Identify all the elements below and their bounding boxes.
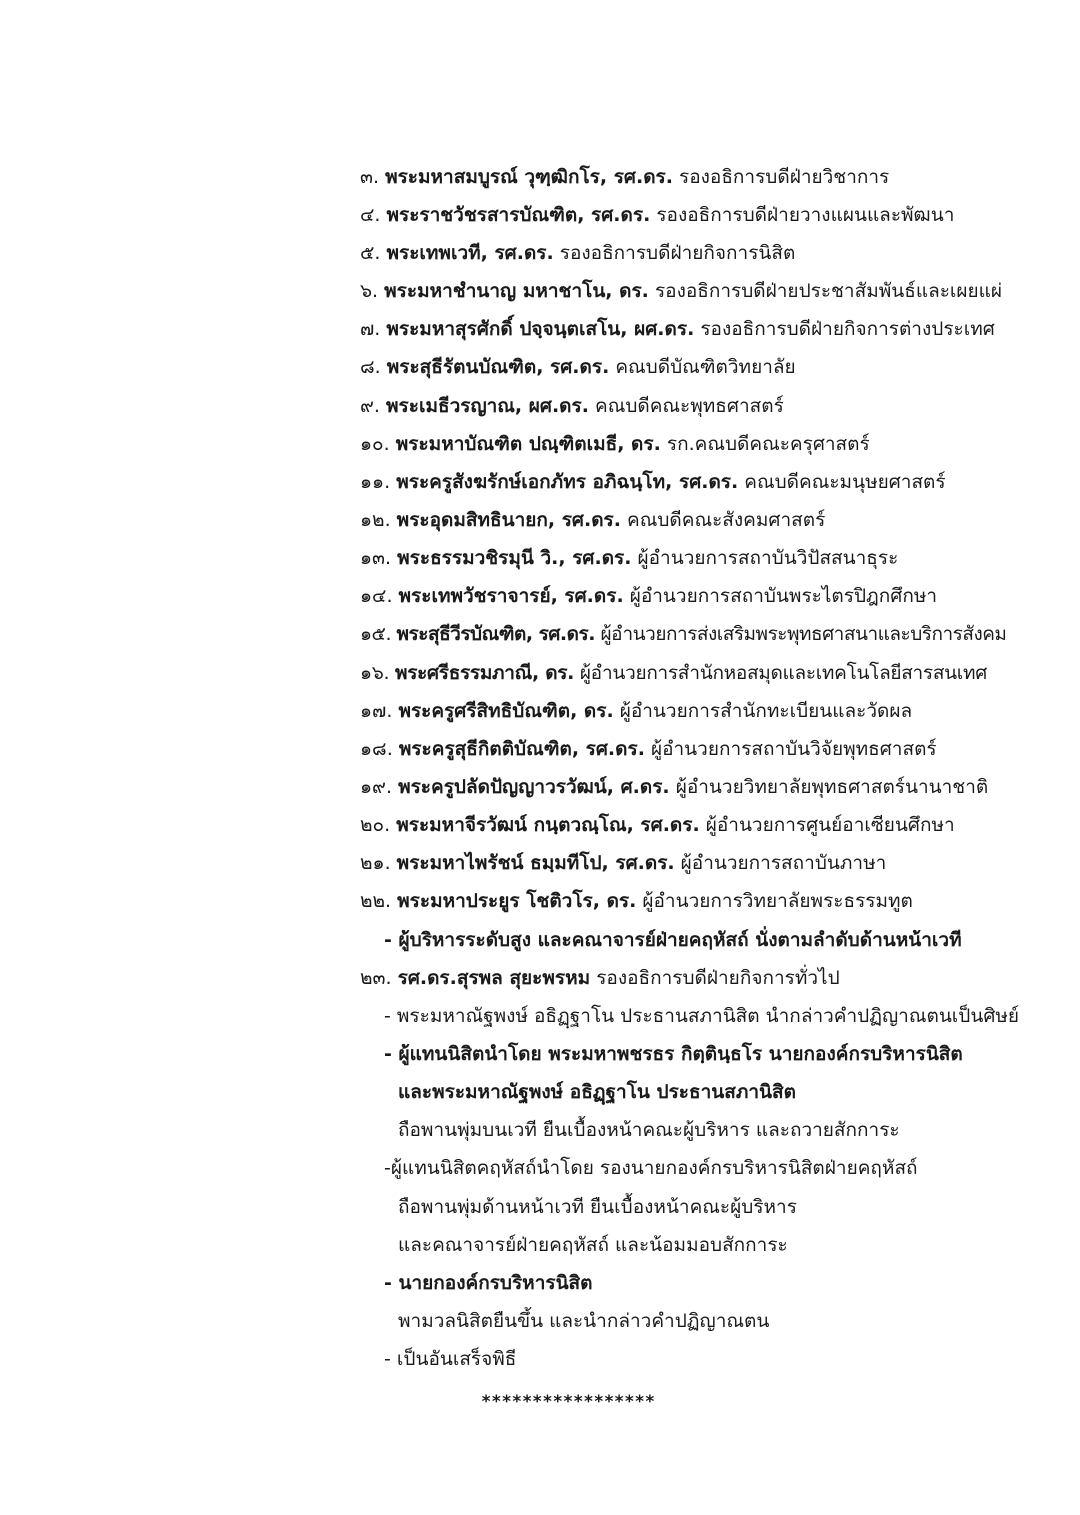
step-lay-student-reps-cont: และคณาจารย์ฝ่ายคฤหัสถ์ และน้อมมอบสักการะ [398,1234,788,1256]
roster-item [360,697,912,725]
item-number: ๑๔. [360,585,393,607]
item-name: พระครูสุธีกิตติบัณฑิต, รศ.ดร. [398,738,645,760]
roster-item [360,735,937,763]
item-name: พระมหาสุรศักดิ์ ปจฺจนฺตเสโน, ผศ.ดร. [386,318,695,340]
item-number: ๑๗. [360,700,393,722]
item-name: พระครูสังฆรักษ์เอกภัทร อภิฉนฺโท, รศ.ดร. [396,471,739,493]
roster-item [360,811,955,839]
item-name: พระมหาชำนาญ มหาชาโน, ดร. [384,280,649,302]
item-name: พระสุธีรัตนบัณฑิต, รศ.ดร. [386,356,610,378]
item-role: คณบดีคณะพุทธศาสตร์ [594,395,784,417]
roster-item [360,315,995,343]
item-name: พระครูปลัดปัญญาวรวัฒน์, ศ.ดร. [398,776,670,798]
step-student-oath: - พระมหาณัฐพงษ์ อธิฏฺฐาโน ประธานสภานิสิต นำกล่าวคำปฏิญาณตนเป็นศิษย์ [384,1005,1020,1027]
roster-item [360,239,795,267]
roster-item [360,392,784,420]
item-name: พระครูศรีสิทธิบัณฑิต, ดร. [398,700,614,722]
roster-item [360,277,1002,305]
item-role: ผู้อำนวยการสถาบันภาษา [680,852,887,874]
item-name: พระเทพเวที, รศ.ดร. [386,242,554,264]
item-name: พระมหาจีรวัฒน์ กนฺตวณฺโณ, รศ.ดร. [396,814,700,836]
item-number: ๑๑. [360,471,391,493]
item-role: ผู้อำนวยการสำนักทะเบียนและวัดผล [619,700,913,722]
roster-item [360,964,840,992]
end-mark: ***************** [481,1392,655,1412]
step-lay-student-reps: -ผู้แทนนิสิตคฤหัสถ์นำโดย รองนายกองค์กรบริหารนิสิตฝ่ายคฤหัสถ์ [384,1157,918,1179]
item-number: ๑๖. [360,662,390,684]
item-role: คณบดีคณะสังคมศาสตร์ [627,509,826,531]
item-number: ๗. [360,318,381,340]
item-number: ๔. [360,204,381,226]
roster-item [360,353,796,381]
roster-item [360,163,889,191]
item-role: รองอธิการบดีฝ่ายวิชาการ [679,166,890,188]
item-role: รองอธิการบดีฝ่ายกิจการทั่วไป [596,967,840,989]
item-role: รองอธิการบดีฝ่ายวางแผนและพัฒนา [656,204,955,226]
item-number: ๒๒. [360,890,392,912]
roster-item [360,773,988,801]
item-name: พระมหาบัณฑิต ปณฺฑิตเมธี, ดร. [395,433,661,455]
item-number: ๕. [360,242,381,264]
step-student-reps: - ผู้แทนนิสิตนำโดย พระมหาพชรธร กิตฺตินฺธโร นายกองค์กรบริหารนิสิต [384,1043,963,1065]
roster-item [360,468,946,496]
item-name: พระเมธีวรญาณ, ผศ.ดร. [386,395,589,417]
roster-item [360,544,898,572]
item-role: รก.คณบดีคณะครุศาสตร์ [666,433,870,455]
item-name: พระมหาประยูร โชติวโร, ดร. [397,890,637,912]
item-name: พระศรีธรรมภาณี, ดร. [395,662,575,684]
step-student-reps-action: ถือพานพุ่มบนเวที ยืนเบื้องหน้าคณะผู้บริหาร และถวายสักการะ [398,1119,900,1141]
item-role: ผู้อำนวยการสถาบันวิจัยพุทธศาสตร์ [650,738,937,760]
roster-item [360,506,825,534]
item-name: พระมหาสมบูรณ์ วุฑฺฒิกโร, รศ.ดร. [385,166,673,188]
step-lay-student-reps-action: ถือพานพุ่มด้านหน้าเวที ยืนเบื้องหน้าคณะผู้บริหาร [398,1196,797,1218]
item-role: ผู้อำนวยการสถาบันวิปัสสนาธุระ [637,547,899,569]
item-role: รองอธิการบดีฝ่ายกิจการนิสิต [559,242,796,264]
item-number: ๒๐. [360,814,391,836]
item-number: ๓. [360,166,380,188]
step-student-president: - นายกองค์กรบริหารนิสิต [384,1272,593,1294]
item-role: ผู้อำนวยการวิทยาลัยพระธรรมทูต [642,890,913,912]
item-number: ๑๘. [360,738,393,760]
item-number: ๑๐. [360,433,390,455]
item-name: พระธรรมวชิรมุนี วิ., รศ.ดร. [397,547,632,569]
roster-item [360,659,987,687]
item-name: พระอุดมสิทธินายก, รศ.ดร. [396,509,621,531]
roster-item [360,887,913,915]
item-role: ผู้อำนวยการส่งเสริมพระพุทธศาสนาและบริการสังคม [600,623,1007,645]
roster-item [360,582,937,610]
exec-seating-note: - ผู้บริหารระดับสูง และคณาจารย์ฝ่ายคฤหัสถ์ นั่งตามลำดับด้านหน้าเวที [384,929,962,951]
item-name: พระเทพวัชราจารย์, รศ.ดร. [398,585,624,607]
item-role: รองอธิการบดีฝ่ายกิจการต่างประเทศ [700,318,995,340]
item-number: ๒๓. [360,967,392,989]
item-name: พระมหาไพรัชน์ ธมฺมทีโป, รศ.ดร. [396,852,675,874]
roster-item [360,430,870,458]
item-role: ผู้อำนวยการสำนักหอสมุดและเทคโนโลยีสารสนเทศ [579,662,987,684]
item-number: ๑๒. [360,509,391,531]
item-name: พระสุธีวีรบัณฑิต, รศ.ดร. [396,623,595,645]
item-role: รองอธิการบดีฝ่ายประชาสัมพันธ์และเผยแผ่ [654,280,1003,302]
item-role: คณบดีบัณฑิตวิทยาลัย [615,356,796,378]
step-student-reps-cont: และพระมหาณัฐพงษ์ อธิฏฺฐาโน ประธานสภานิสิต [398,1081,796,1103]
item-number: ๖. [360,280,379,302]
item-role: ผู้อำนวยการศูนย์อาเซียนศึกษา [705,814,955,836]
item-name: รศ.ดร.สุรพล สุยะพรหม [397,967,591,989]
item-role: ผู้อำนวยการสถาบันพระไตรปิฎกศึกษา [629,585,938,607]
item-number: ๒๑. [360,852,391,874]
item-role: คณบดีคณะมนุษยศาสตร์ [744,471,946,493]
item-number: ๑๙. [360,776,393,798]
step-ceremony-end: - เป็นอันเสร็จพิธี [384,1348,517,1370]
item-name: พระราชวัชรสารบัณฑิต, รศ.ดร. [386,204,651,226]
item-role: ผู้อำนวยวิทยาลัยพุทธศาสตร์นานาชาติ [675,776,989,798]
item-number: ๑๓. [360,547,392,569]
step-student-president-action: พามวลนิสิตยืนขึ้น และนำกล่าวคำปฏิญาณตน [398,1310,770,1332]
item-number: ๘. [360,356,381,378]
roster-item [360,849,886,877]
roster-item [360,201,954,229]
item-number: ๙. [360,395,380,417]
item-number: ๑๕. [360,623,391,645]
roster-item [360,620,1006,648]
